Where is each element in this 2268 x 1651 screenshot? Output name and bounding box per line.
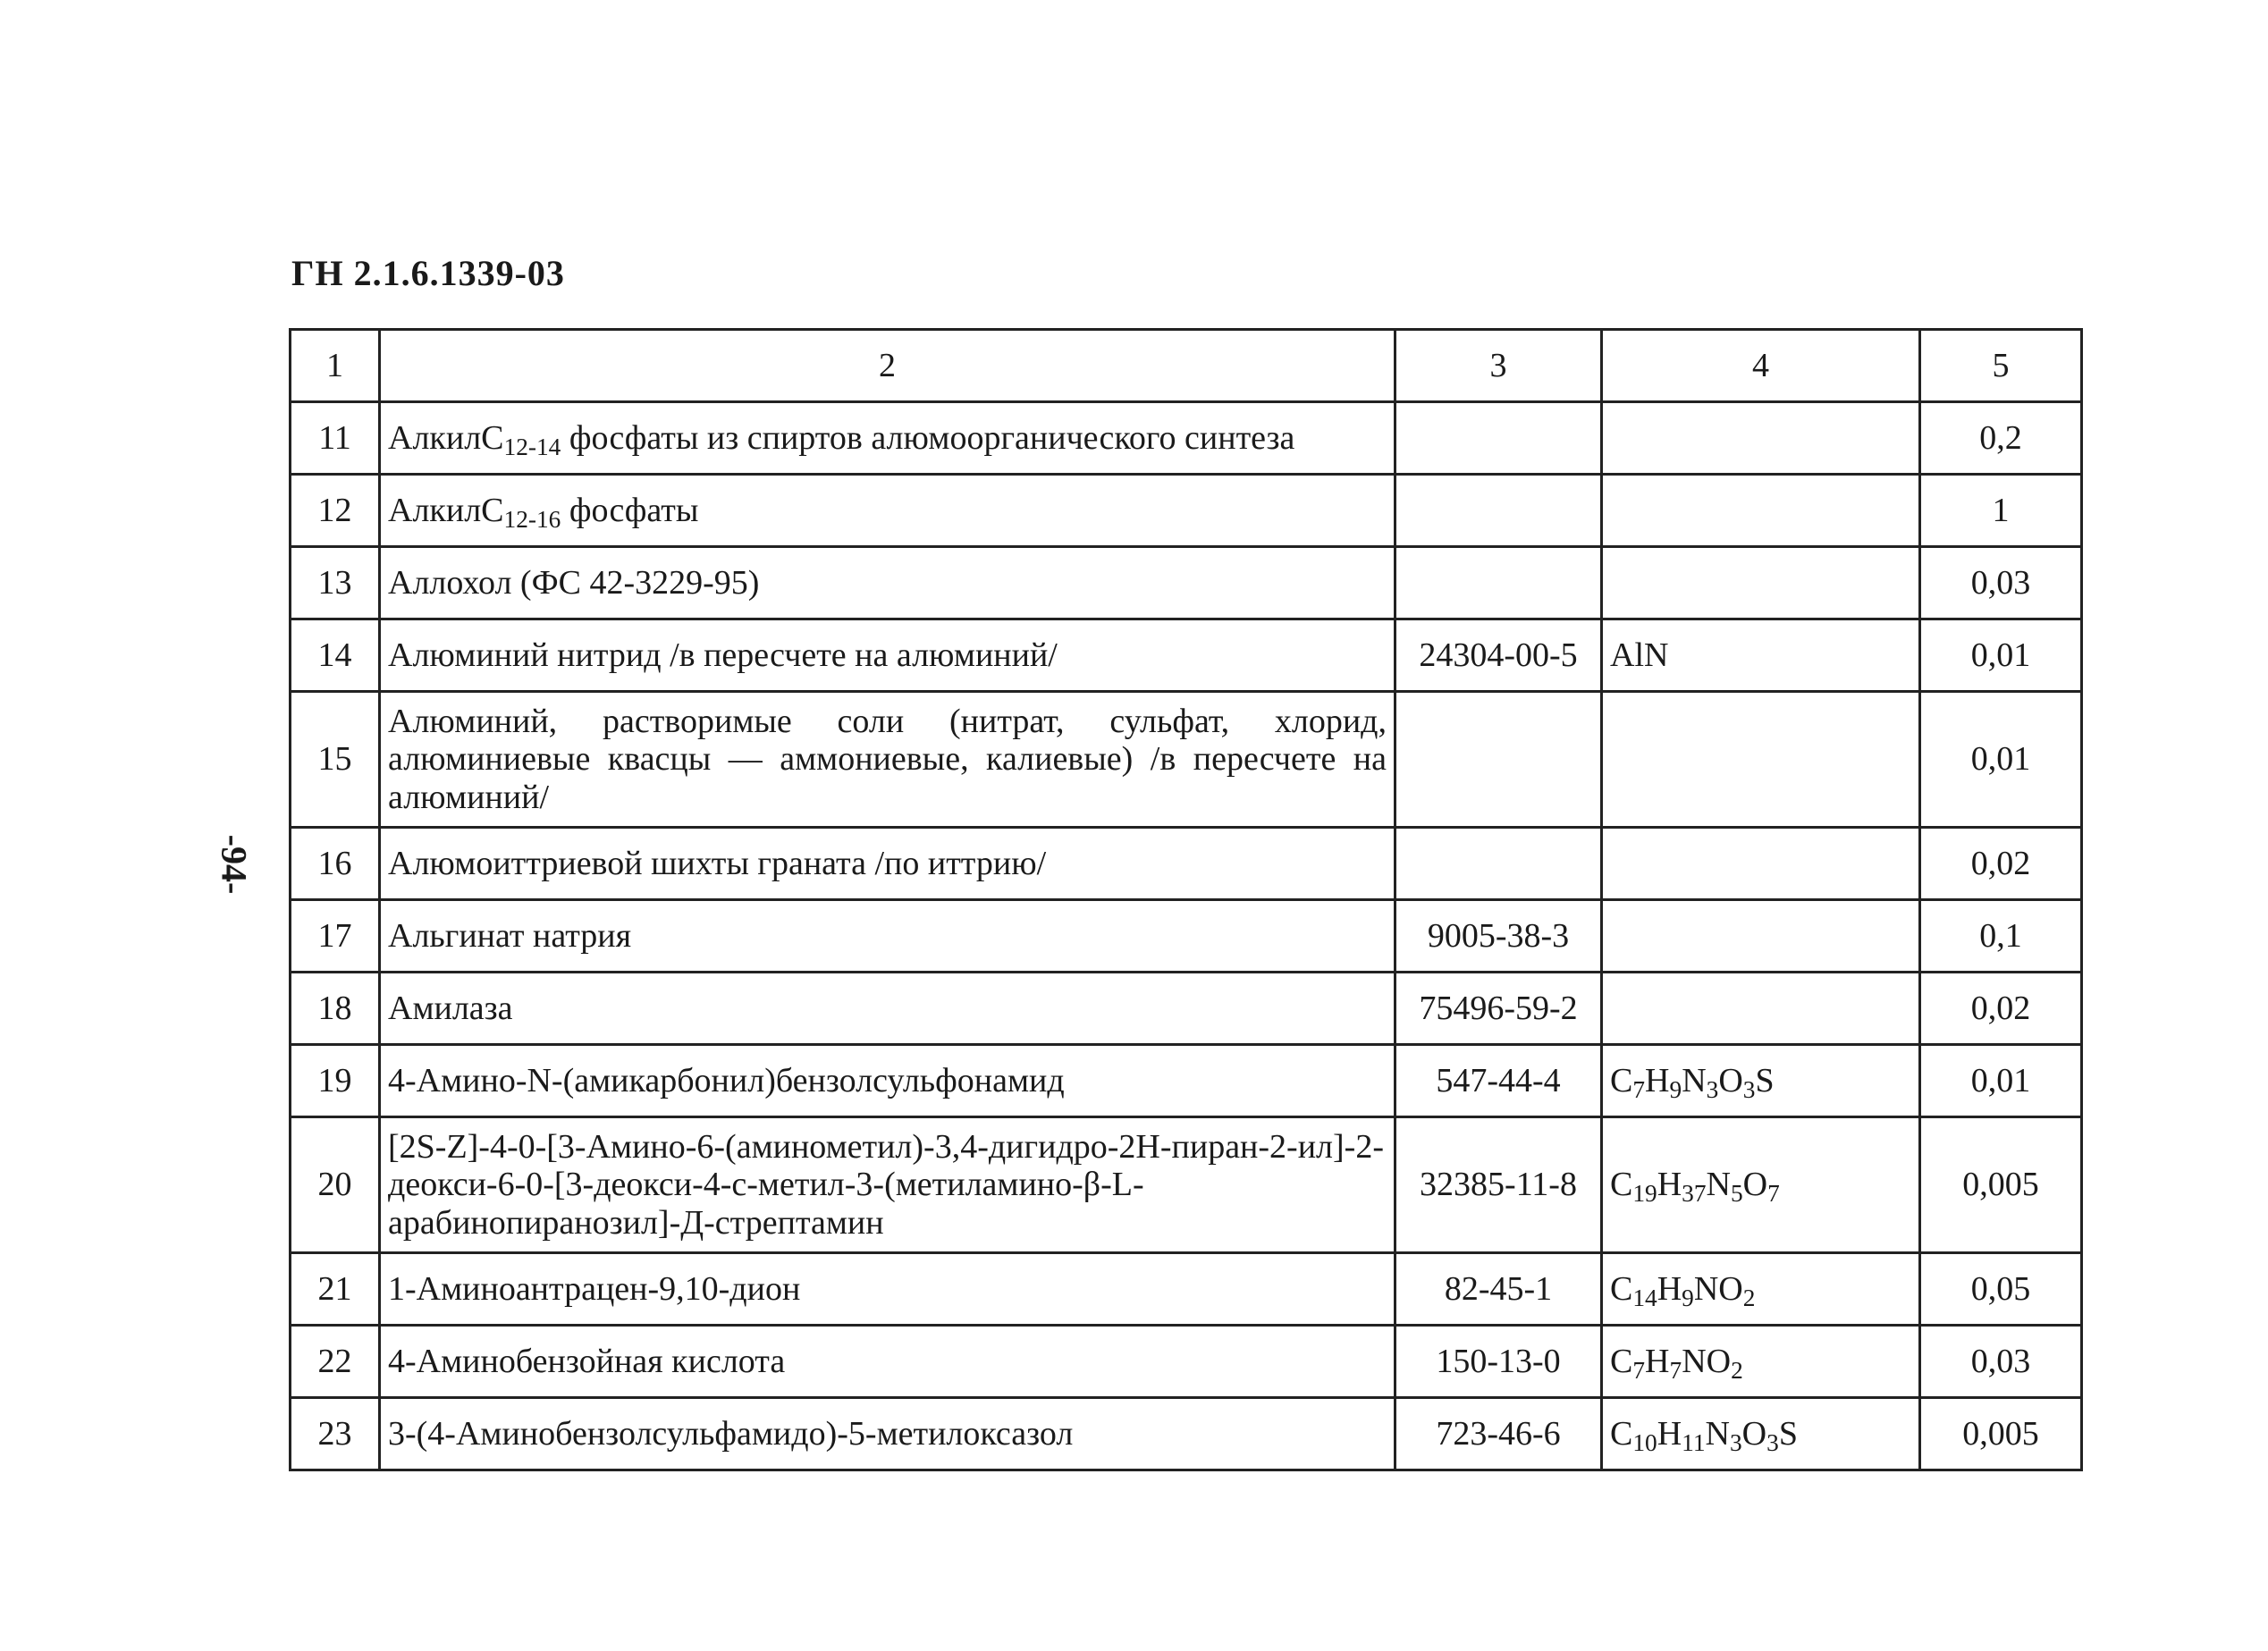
limit-value: 0,005 xyxy=(1920,1398,2082,1470)
formula-element: O xyxy=(1742,1166,1768,1204)
formula-subscript: 7 xyxy=(1632,1075,1646,1103)
limit-value: 0,01 xyxy=(1920,1045,2082,1117)
substance-name: 4-Аминобензойная кислота xyxy=(380,1326,1395,1398)
name-part: фосфаты из спиртов алюмоорганического синтеза xyxy=(561,418,1295,457)
row-number: 15 xyxy=(291,692,380,828)
limit-value: 0,05 xyxy=(1920,1253,2082,1326)
row-number: 21 xyxy=(291,1253,380,1326)
formula-element: H xyxy=(1645,1061,1670,1099)
limit-value: 0,1 xyxy=(1920,900,2082,973)
formula-element: C xyxy=(1610,1061,1633,1099)
table-row xyxy=(291,402,2082,475)
cas-number: 150-13-0 xyxy=(1395,1326,1602,1398)
cas-number xyxy=(1395,692,1602,828)
formula-subscript: 37 xyxy=(1682,1180,1707,1208)
table-row xyxy=(291,692,2082,828)
formula-element: AlN xyxy=(1610,636,1669,674)
formula-element: H xyxy=(1657,1414,1682,1453)
table-row xyxy=(291,619,2082,692)
formula-subscript: 9 xyxy=(1682,1284,1694,1311)
substance-name: Амилаза xyxy=(380,973,1395,1045)
formula-element: N xyxy=(1682,1061,1707,1099)
formula-element: O xyxy=(1741,1414,1767,1453)
cas-number: 82-45-1 xyxy=(1395,1253,1602,1326)
chemical-formula xyxy=(1602,973,1920,1045)
cas-number: 9005-38-3 xyxy=(1395,900,1602,973)
formula-subscript: 2 xyxy=(1731,1356,1743,1384)
limit-value: 0,02 xyxy=(1920,973,2082,1045)
formula-element: C xyxy=(1610,1166,1633,1204)
name-subscript: 12-14 xyxy=(503,433,561,460)
formula-element: NO xyxy=(1693,1269,1743,1308)
limit-value: 0,01 xyxy=(1920,619,2082,692)
formula-element: H xyxy=(1645,1342,1670,1380)
chemical-formula xyxy=(1602,402,1920,475)
formula-subscript: 3 xyxy=(1706,1075,1719,1103)
name-part: Алкил xyxy=(388,418,482,457)
formula-subscript: 7 xyxy=(1632,1356,1646,1384)
row-number: 18 xyxy=(291,973,380,1045)
row-number: 11 xyxy=(291,402,380,475)
substance-name: 4-Амино-N-(амикарбонил)бензолсульфонамид xyxy=(380,1045,1395,1117)
table-row xyxy=(291,1253,2082,1326)
row-number: 14 xyxy=(291,619,380,692)
substance-name: 1-Аминоантрацен-9,10-дион xyxy=(380,1253,1395,1326)
chemical-formula xyxy=(1602,1398,1920,1470)
limit-value: 1 xyxy=(1920,475,2082,547)
formula-subscript: 7 xyxy=(1669,1356,1682,1384)
table-row xyxy=(291,547,2082,619)
table-row xyxy=(291,1398,2082,1470)
table-body xyxy=(291,330,2082,1470)
formula-element: S xyxy=(1778,1414,1798,1453)
row-number: 22 xyxy=(291,1326,380,1398)
chemical-formula xyxy=(1602,547,1920,619)
chemical-formula xyxy=(1602,900,1920,973)
substance-name: 3-(4-Аминобензолсульфамидо)-5-метилоксазол xyxy=(380,1398,1395,1470)
chemical-formula xyxy=(1602,475,1920,547)
row-number: 20 xyxy=(291,1117,380,1253)
substance-name: Алюминий, растворимые соли (нитрат, сульфат, хлорид, алюминиевые квасцы — аммониевые, калиевые) /в пересчете на алюминий/ xyxy=(380,692,1395,828)
cas-number: 75496-59-2 xyxy=(1395,973,1602,1045)
name-part: фосфаты xyxy=(561,491,699,529)
formula-subscript: 5 xyxy=(1730,1180,1743,1208)
limit-value: 0,01 xyxy=(1920,692,2082,828)
table-row xyxy=(291,973,2082,1045)
formula-element: N xyxy=(1706,1166,1731,1204)
formula-subscript: 3 xyxy=(1729,1428,1742,1456)
cas-number: 723-46-6 xyxy=(1395,1398,1602,1470)
cas-number: 24304-00-5 xyxy=(1395,619,1602,692)
table-row xyxy=(291,475,2082,547)
name-part: Алкил xyxy=(388,491,482,529)
table-row xyxy=(291,1326,2082,1398)
formula-element: H xyxy=(1657,1166,1682,1204)
name-part: C xyxy=(481,418,504,457)
cas-number: 547-44-4 xyxy=(1395,1045,1602,1117)
substance-name: Алюмоиттриевой шихты граната /по иттрию/ xyxy=(380,828,1395,900)
row-number: 17 xyxy=(291,900,380,973)
formula-element: S xyxy=(1755,1061,1775,1099)
formula-subscript: 11 xyxy=(1682,1428,1706,1456)
limit-value: 0,02 xyxy=(1920,828,2082,900)
formula-subscript: 3 xyxy=(1742,1075,1756,1103)
formula-subscript: 9 xyxy=(1669,1075,1682,1103)
name-subscript: 12-16 xyxy=(503,505,561,533)
col-header-3: 3 xyxy=(1395,330,1602,402)
chemical-formula xyxy=(1602,1117,1920,1253)
cas-number: 32385-11-8 xyxy=(1395,1117,1602,1253)
col-header-4: 4 xyxy=(1602,330,1920,402)
row-number: 19 xyxy=(291,1045,380,1117)
formula-subscript: 2 xyxy=(1742,1284,1756,1311)
cas-number xyxy=(1395,402,1602,475)
page-number: -94- xyxy=(214,834,255,895)
chemical-formula xyxy=(1602,692,1920,828)
formula-subscript: 14 xyxy=(1632,1284,1657,1311)
cas-number xyxy=(1395,828,1602,900)
formula-element: NO xyxy=(1682,1342,1732,1380)
table-row xyxy=(291,900,2082,973)
cas-number xyxy=(1395,547,1602,619)
substance-name: [2S-Z]-4-0-[3-Амино-6-(аминометил)-3,4-дигидро-2H-пиран-2-ил]-2-деокси-6-0-[3-деокси-4-с-метил-3-(метиламино-β-L-арабинопиранозил]-Д-стрептамин xyxy=(380,1117,1395,1253)
formula-subscript: 10 xyxy=(1632,1428,1657,1456)
table-header-row xyxy=(291,330,2082,402)
limit-value: 0,005 xyxy=(1920,1117,2082,1253)
chemical-formula xyxy=(1602,1253,1920,1326)
chemical-formula xyxy=(1602,1326,1920,1398)
col-header-2: 2 xyxy=(380,330,1395,402)
col-header-5: 5 xyxy=(1920,330,2082,402)
row-number: 16 xyxy=(291,828,380,900)
substance-name xyxy=(380,402,1395,475)
formula-subscript: 19 xyxy=(1632,1180,1657,1208)
formula-element: C xyxy=(1610,1414,1633,1453)
limit-value: 0,03 xyxy=(1920,1326,2082,1398)
table-row xyxy=(291,828,2082,900)
limit-value: 0,03 xyxy=(1920,547,2082,619)
row-number: 13 xyxy=(291,547,380,619)
document-code: ГН 2.1.6.1339-03 xyxy=(291,253,565,293)
substances-table xyxy=(289,328,2083,1471)
limit-value: 0,2 xyxy=(1920,402,2082,475)
formula-element: N xyxy=(1705,1414,1730,1453)
formula-element: H xyxy=(1657,1269,1682,1308)
substance-name: Альгинат натрия xyxy=(380,900,1395,973)
name-part: C xyxy=(481,491,504,529)
table-row xyxy=(291,1045,2082,1117)
formula-subscript: 3 xyxy=(1766,1428,1779,1456)
formula-element: O xyxy=(1718,1061,1743,1099)
row-number: 12 xyxy=(291,475,380,547)
cas-number xyxy=(1395,475,1602,547)
chemical-formula xyxy=(1602,619,1920,692)
substance-name: Алюминий нитрид /в пересчете на алюминий/ xyxy=(380,619,1395,692)
col-header-1: 1 xyxy=(291,330,380,402)
chemical-formula xyxy=(1602,828,1920,900)
formula-subscript: 7 xyxy=(1767,1180,1780,1208)
substance-name: Аллохол (ФС 42-3229-95) xyxy=(380,547,1395,619)
table-row xyxy=(291,1117,2082,1253)
row-number: 23 xyxy=(291,1398,380,1470)
formula-element: C xyxy=(1610,1269,1633,1308)
substance-name xyxy=(380,475,1395,547)
chemical-formula xyxy=(1602,1045,1920,1117)
formula-element: C xyxy=(1610,1342,1633,1380)
